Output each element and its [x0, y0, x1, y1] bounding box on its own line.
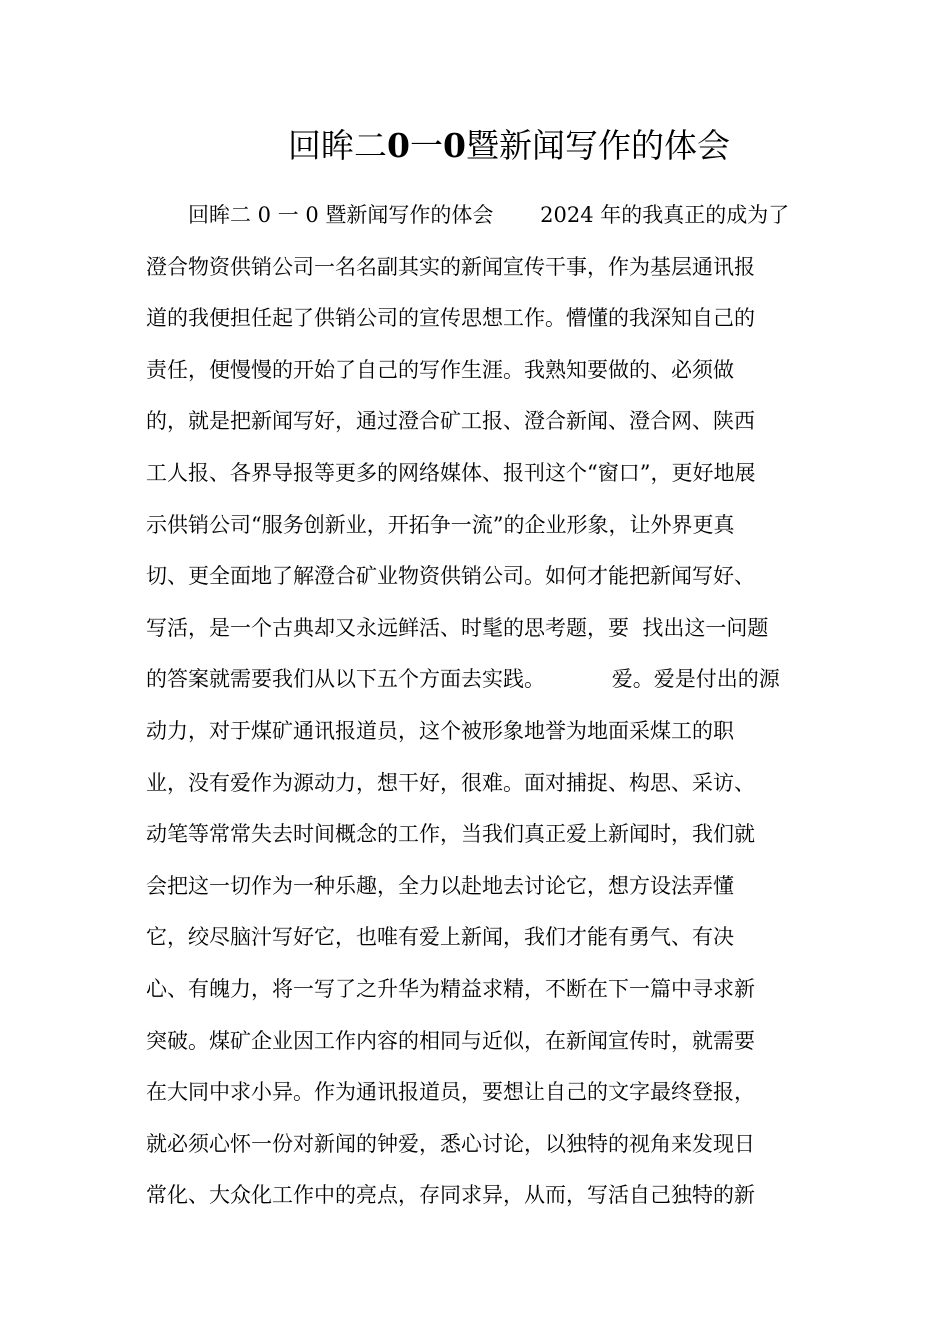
- paragraph-line: 动力，对于煤矿通讯报道员，这个被形象地誉为地面采煤工的职: [146, 718, 734, 743]
- paragraph-line: 澄合物资供销公司一名名副其实的新闻宣传干事，作为基层通讯报: [146, 254, 755, 279]
- paragraph-line: 心、有魄力，将一写了之升华为精益求精，不断在下一篇中寻求新: [146, 976, 755, 1001]
- paragraph-line: 就必须心怀一份对新闻的钟爱，悉心讨论，以独特的视角来发现日: [146, 1131, 755, 1156]
- title-part: 一: [410, 126, 443, 165]
- document-body: [146, 190, 806, 1222]
- paragraph-line: 责任，便慢慢的开始了自己的写作生涯。我熟知要做的、必须做: [146, 357, 734, 382]
- paragraph-line: 示供销公司“服务创新业，开拓争一流”的企业形象，让外界更真: [146, 512, 735, 537]
- paragraph-line: 的，就是把新闻写好，通过澄合矿工报、澄合新闻、澄合网、陕西: [146, 409, 755, 434]
- paragraph-line: 的答案就需要我们从以下五个方面去实践。 爱。爱是付出的源: [146, 667, 780, 692]
- paragraph-line: 工人报、各界导报等更多的网络媒体、报刊这个“窗口”，更好地展: [146, 460, 756, 485]
- paragraph-line: 写活，是一个古典却又永远鲜活、时髦的思考题，要 找出这一问题: [146, 615, 769, 640]
- document-title: [0, 122, 950, 170]
- paragraph-line: 它，绞尽脑汁写好它，也唯有爱上新闻，我们才能有勇气、有决: [146, 925, 734, 950]
- paragraph-line: 突破。煤矿企业因工作内容的相同与近似，在新闻宣传时，就需要: [146, 1028, 755, 1053]
- title-part: 回眸二: [288, 126, 388, 165]
- paragraph-line: 切、更全面地了解澄合矿业物资供销公司。如何才能把新闻写好、: [146, 564, 755, 589]
- title-part: 暨新闻写作的体会: [465, 126, 730, 165]
- paragraph-line: 道的我便担任起了供销公司的宣传思想工作。懵懂的我深知自己的: [146, 306, 755, 331]
- paragraph-line: 会把这一切作为一种乐趣，全力以赴地去讨论它，想方设法弄懂: [146, 873, 734, 898]
- title-part: 0: [387, 126, 410, 165]
- paragraph-line: 回眸二 0 一 0 暨新闻写作的体会 2024 年的我真正的成为了: [188, 203, 790, 227]
- paragraph-line: 常化、大众化工作中的亮点，存同求异，从而，写活自己独特的新: [146, 1183, 755, 1208]
- title-part: 0: [443, 126, 466, 165]
- paragraph-line: 在大同中求小异。作为通讯报道员，要想让自己的文字最终登报，: [146, 1080, 755, 1105]
- paragraph-line: 业，没有爱作为源动力，想干好，很难。面对捕捉、构思、采访、: [146, 770, 755, 795]
- paragraph-line: 动笔等常常失去时间概念的工作，当我们真正爱上新闻时，我们就: [146, 822, 755, 847]
